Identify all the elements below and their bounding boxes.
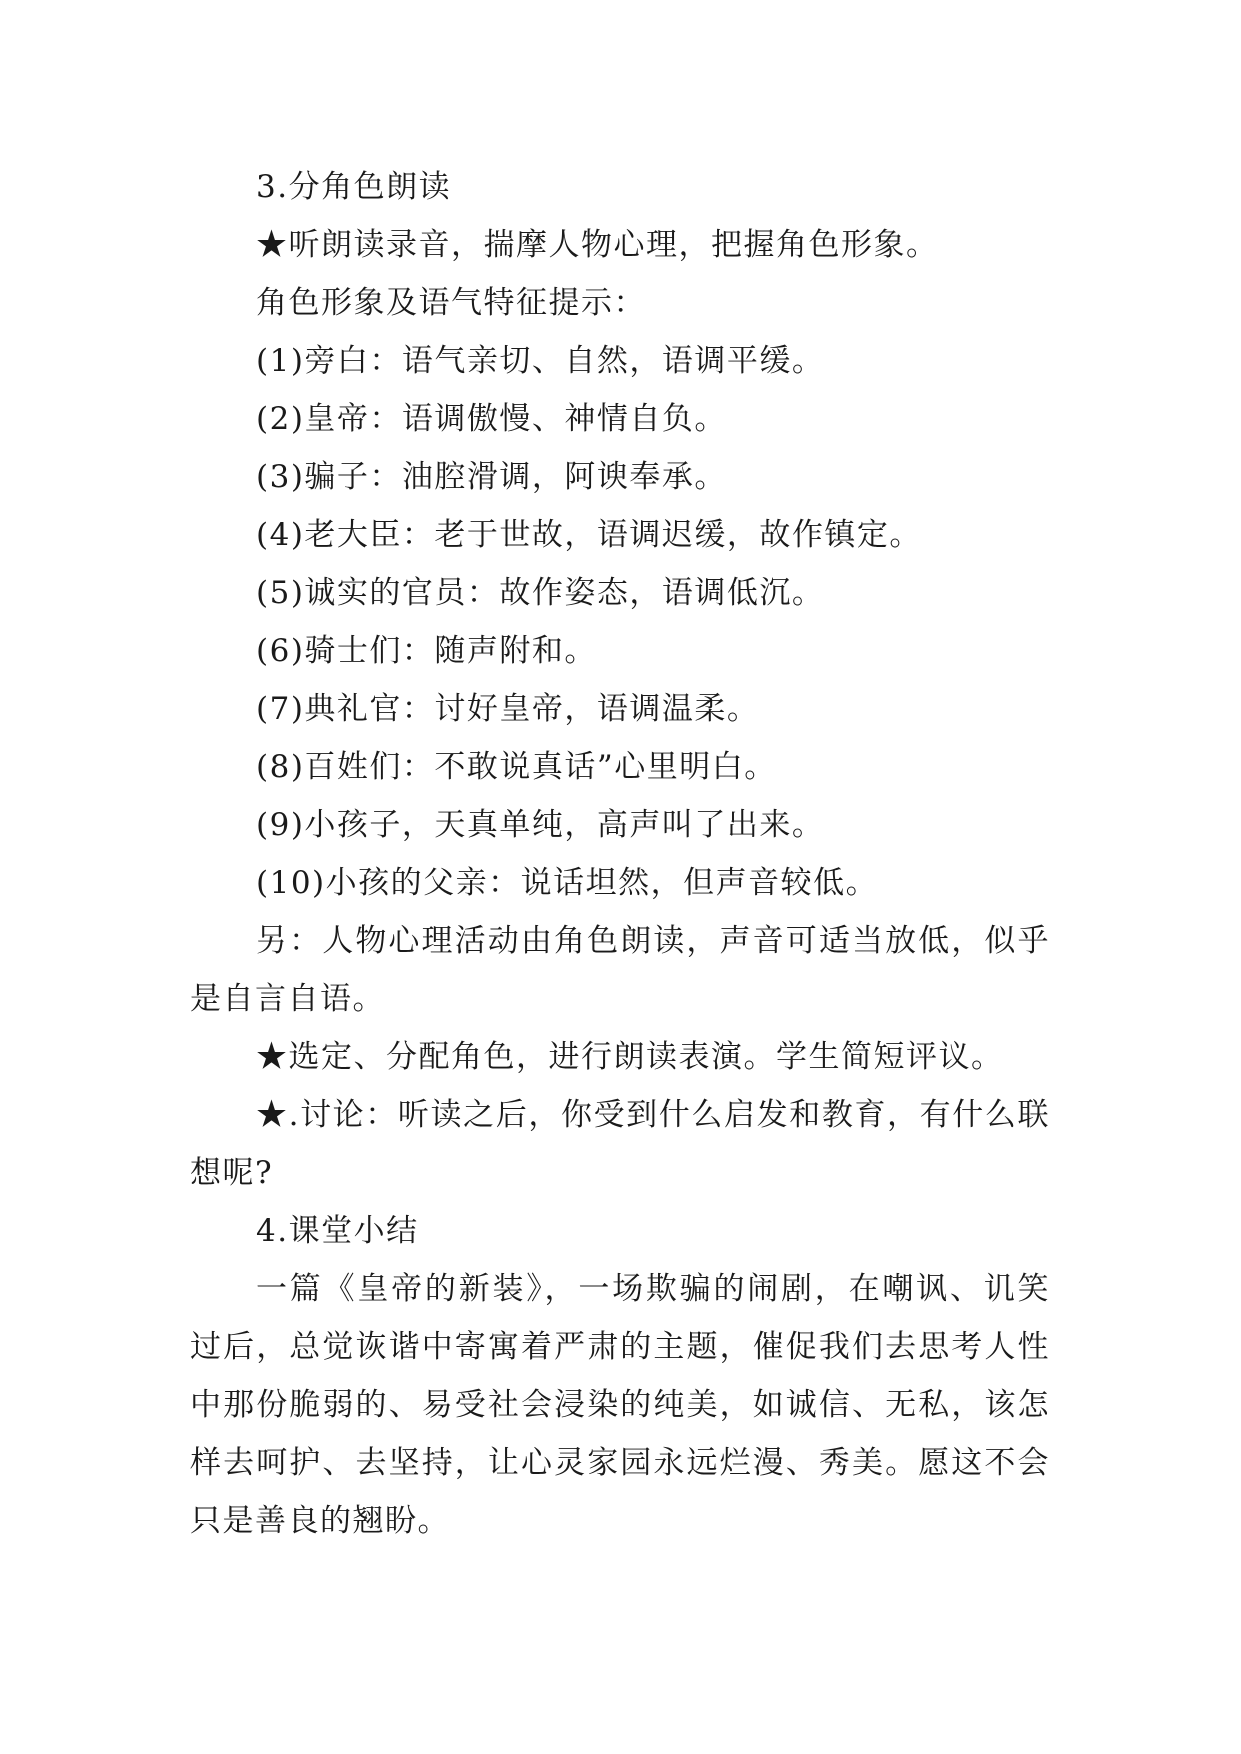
task-listen-recording: ★听朗读录音，揣摩人物心理，把握角色形象。 (256, 227, 939, 263)
section-heading-summary: 4.课堂小结 (256, 1213, 419, 1249)
role-item-child: (9)小孩子，天真单纯，高声叫了出来。 (256, 807, 825, 843)
role-item-swindlers: (3)骗子：油腔滑调，阿谀奉承。 (256, 459, 727, 495)
role-item-people: (8)百姓们：不敢说真话”心里明白。 (256, 749, 777, 785)
hint-heading: 角色形象及语气特征提示： (256, 285, 646, 321)
note-inner-monologue: 另：人物心理活动由角色朗读，声音可适当放低，似乎是自言自语。 (190, 923, 1050, 1017)
role-item-childs-father: (10)小孩的父亲：说话坦然，但声音较低。 (256, 865, 879, 901)
task-assign-roles: ★选定、分配角色，进行朗读表演。学生简短评议。 (256, 1039, 1004, 1075)
task-discussion: ★.讨论：听读之后，你受到什么启发和教育，有什么联想呢? (190, 1097, 1050, 1191)
role-item-old-minister: (4)老大臣：老于世故，语调迟缓，故作镇定。 (256, 517, 922, 553)
summary-paragraph: 一篇《皇帝的新装》，一场欺骗的闹剧，在嘲讽、讥笑过后，总觉诙谐中寄寓着严肃的主题，催促我们去思考人性中那份脆弱的、易受社会浸染的纯美，如诚信、无私，该怎样去呵护、去坚持，让心灵家园永远烂漫、秀美。愿这不会只是善良的翘盼。 (190, 1271, 1050, 1539)
role-item-narrator: (1)旁白：语气亲切、自然，语调平缓。 (256, 343, 825, 379)
role-item-honest-official: (5)诚实的官员：故作姿态，语调低沉。 (256, 575, 825, 611)
role-item-master-of-ceremonies: (7)典礼官：讨好皇帝，语调温柔。 (256, 691, 760, 727)
role-item-emperor: (2)皇帝：语调傲慢、神情自负。 (256, 401, 727, 437)
document-body (190, 158, 1050, 1550)
role-item-knights: (6)骑士们：随声附和。 (256, 633, 597, 669)
section-heading-role-reading: 3.分角色朗读 (256, 169, 452, 205)
